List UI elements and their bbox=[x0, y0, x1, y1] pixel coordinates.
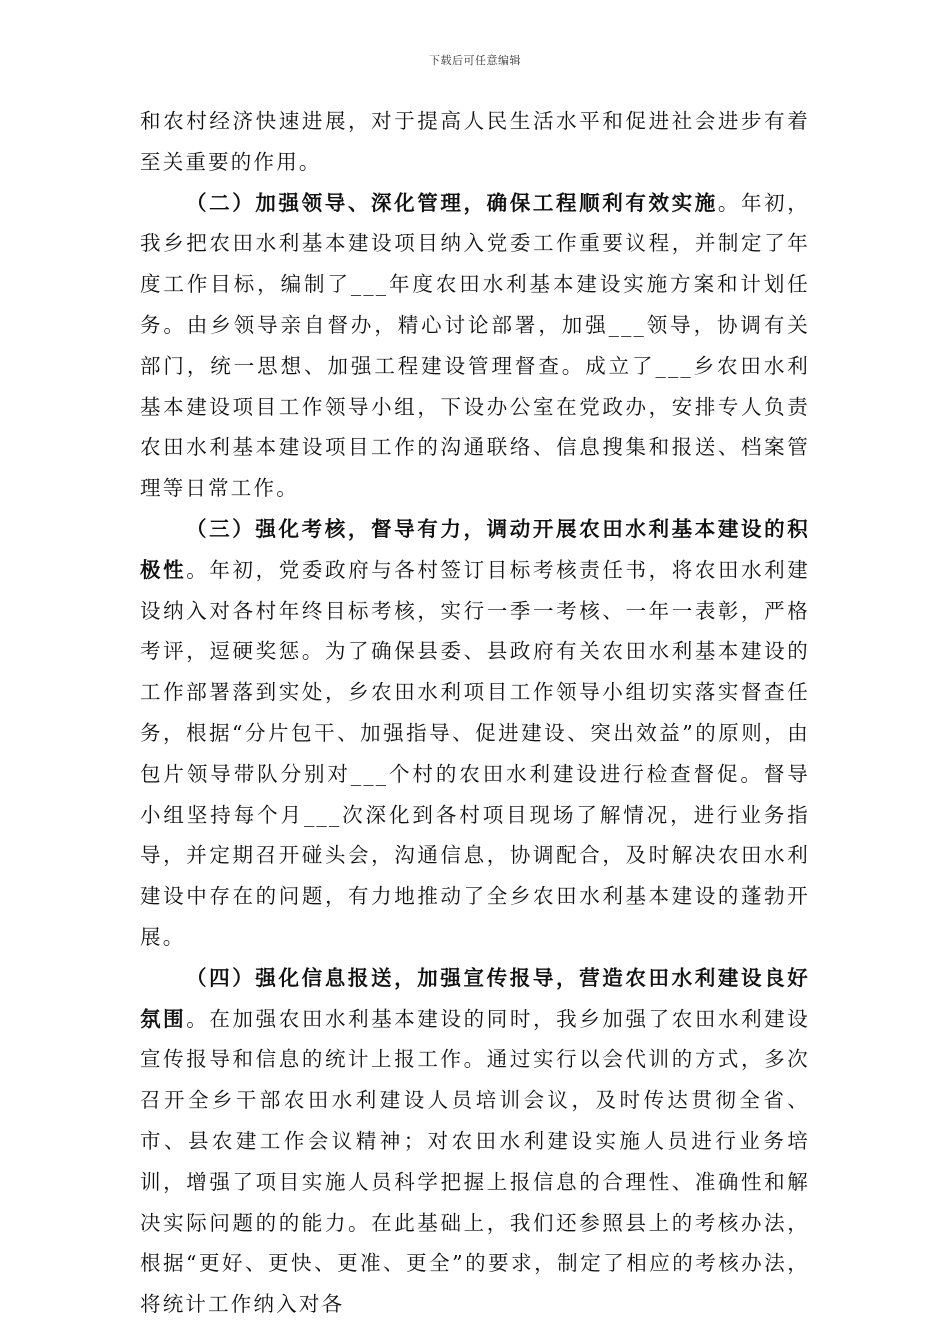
paragraph-body: 和农村经济快速进展，对于提高人民生活水平和促进社会进步有着至关重要的作用。 bbox=[140, 109, 810, 174]
section-heading: （二）加强领导、深化管理，确保工程顺利有效实施 bbox=[186, 190, 718, 215]
paragraph-body: 。年初，党委政府与各村签订目标考核责任书，将农田水利建设纳入对各村年终目标考核，实行一季一考核、一年一表彰，严格考评，逗硬奖惩。为了确保县委、县政府有关农田水利基本建设的工作部署落到实处，乡农田水利项目工作领导小组切实落实督查任务，根据“分片包干、加强指导、促进建设、突出效益”的原则，由包片领导带队分别对___个村的农田水利建设进行检查督促。督导小组坚持每个月___次深化到各村项目现场了解情况，进行业务指导，并定期召开碰头会，沟通信息，协调配合，及时解决农田水利建设中存在的问题，有力地推动了全乡农田水利基本建设的蓬勃开展。 bbox=[140, 557, 811, 949]
paragraph-body: 。年初，我乡把农田水利基本建设项目纳入党委工作重要议程，并制定了年度工作目标，编制了___年度农田水利基本建设实施方案和计划任务。由乡领导亲自督办，精心讨论部署，加强___领导，协调有关部门，统一思想、加强工程建设管理督查。成立了___乡农田水利基本建设项目工作领导小组，下设办公室在党政办，安排专人负责农田水利基本建设项目工作的沟通联络、信息搜集和报送、档案管理等日常工作。 bbox=[140, 190, 810, 501]
paragraph-continuation bbox=[140, 101, 810, 183]
paragraph-section-2 bbox=[140, 183, 810, 509]
paragraph-section-4 bbox=[140, 958, 810, 1325]
paragraph-body: 。在加强农田水利基本建设的同时，我乡加强了农田水利建设宣传报导和信息的统计上报工作。通过实行以会代训的方式，多次召开全乡干部农田水利建设人员培训会议，及时传达贯彻全省、市、县农建工作会议精神；对农田水利建设实施人员进行业务培训，增强了项目实施人员科学把握上报信息的合理性、准确性和解决实际问题的的能力。在此基础上，我们还参照县上的考核办法，根据“更好、更快、更准、更全”的要求，制定了相应的考核办法，将统计工作纳入对各 bbox=[140, 1006, 811, 1317]
section-heading: （四）强化信息报送，加强宣传报导，营造农田水利建设良好氛围 bbox=[140, 965, 810, 1031]
paragraph-section-3 bbox=[140, 509, 810, 958]
section-heading: （三）强化考核，督导有力，调动开展农田水利基本建设的积极性 bbox=[140, 516, 810, 582]
document-body bbox=[140, 101, 810, 1325]
page-header: 下载后可任意编辑 bbox=[429, 54, 521, 67]
